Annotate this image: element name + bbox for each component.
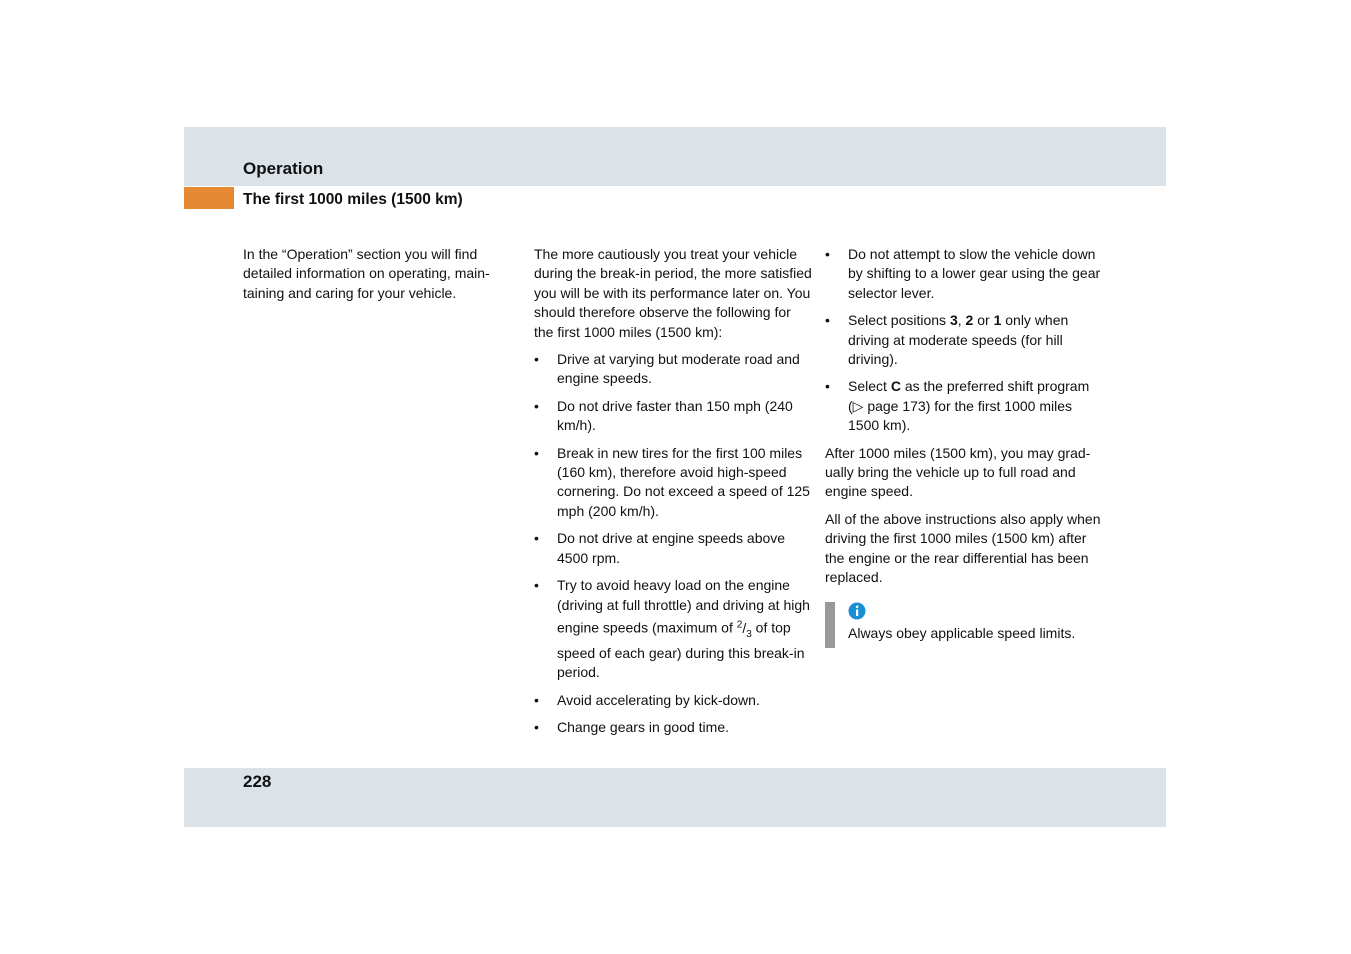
- breakin-list: [534, 350, 812, 737]
- page-subtitle: The first 1000 miles (1500 km): [243, 191, 463, 208]
- column-2: [534, 245, 812, 745]
- list-item: • Avoid accelerating by kick-down.: [534, 691, 760, 708]
- page-number: 228: [243, 772, 272, 791]
- list-item: • Do not drive at engine speeds above 4500 rpm.: [534, 530, 786, 566]
- shift-program: C: [890, 378, 901, 395]
- replacement-paragraph: All of the above instructions also apply when driving the first 1000 miles (1500 km) after the engine or the rear differential has been replaced.: [825, 510, 1101, 586]
- info-icon: [848, 602, 866, 620]
- shift-list: [825, 245, 1107, 436]
- after-breakin-paragraph: After 1000 miles (1500 km), you may gradually bring the vehicle up to full road and engine speed.: [825, 444, 1091, 500]
- list-item: • Do not drive faster than 150 mph (240 km/h).: [534, 397, 793, 434]
- intro-paragraph: In the “Operation” section you will find detailed information on operating, maintaining and caring for your vehicle.: [243, 246, 490, 301]
- gear-position: 2: [965, 312, 974, 329]
- footer-band: [184, 768, 1166, 827]
- note-box: [825, 602, 1107, 643]
- list-item: • Select C as the preferred shift program (▷ page 173) for the first 1000 miles 1500 km).: [825, 378, 1090, 434]
- header-band: [184, 127, 1166, 186]
- list-item: • Change gears in good time.: [534, 718, 729, 735]
- breakin-intro: The more cautiously you treat your vehicle during the break-in period, the more satisfied you will be with its performance later on. You should therefore observe the following for the first 1000 miles (1500 km):: [534, 246, 812, 340]
- section-marker: [184, 187, 234, 209]
- fraction: $^2/_3$: [736, 618, 752, 640]
- column-3: [825, 245, 1107, 643]
- column-1: [243, 245, 511, 311]
- gear-position: 1: [993, 312, 1002, 329]
- list-item: • Try to avoid heavy load on the engine (driving at full throttle) and driving at high engine speeds (maximum of $^2/_3$ of top speed of each gear) during this break-in period.: [534, 577, 810, 681]
- list-item: • Drive at varying but moderate road and engine speeds.: [534, 351, 800, 387]
- list-item: • Select positions 3, 2 or 1 only when driving at moderate speeds (for hill driving).: [825, 312, 1069, 368]
- list-item: • Break in new tires for the first 100 miles (160 km), therefore avoid high-speed cornering. Do not exceed a speed of 125 mph (200 km/h).: [534, 444, 810, 519]
- note-bar: [825, 602, 835, 648]
- gear-position: 3: [949, 312, 958, 329]
- list-item: • Do not attempt to slow the vehicle down by shifting to a lower gear using the gear selector lever.: [825, 246, 1101, 301]
- section-title: Operation: [243, 159, 324, 178]
- note-text: Always obey applicable speed limits.: [848, 624, 1076, 641]
